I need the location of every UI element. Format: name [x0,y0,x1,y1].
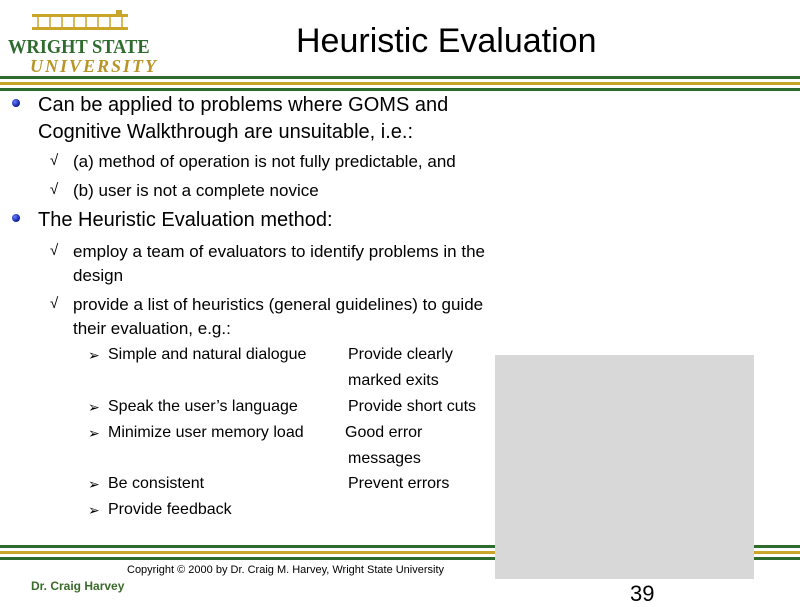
arrow-bullet-icon: ➢ [88,425,100,441]
heuristic-right-1: Provide clearly [348,346,453,363]
arrow-bullet-icon: ➢ [88,347,100,363]
logo-wordmark: WRIGHT STATE [8,36,150,58]
header-rule-green-2 [0,88,800,91]
bullet-1-line-1: Can be applied to problems where GOMS and [38,94,449,116]
check-icon: √ [50,181,59,198]
image-placeholder [495,355,754,579]
slide-title: Heuristic Evaluation [296,22,597,60]
heuristic-right-4: Good error [345,424,423,441]
heuristic-left-4: Be consistent [108,475,205,492]
bullet-2-line-1: The Heuristic Evaluation method: [38,209,333,231]
bullet-icon [12,214,20,222]
wright-state-logo [8,10,159,76]
heuristic-right-5: messages [348,450,421,467]
heuristic-left-5: Provide feedback [108,501,232,518]
check-icon: √ [50,295,59,312]
heuristic-right-3: Provide short cuts [348,398,477,415]
bullet-icon [12,99,20,107]
heuristic-left-2: Speak the user’s language [108,398,298,415]
method-item-2-line-1: provide a list of heuristics (general guidelines) to guide [73,295,484,314]
author-name: Dr. Craig Harvey [31,579,125,593]
copyright-text: Copyright © 2000 by Dr. Craig M. Harvey, Wright State University [127,564,445,576]
arrow-bullet-icon: ➢ [88,476,100,492]
heuristic-left-1: Simple and natural dialogue [108,346,307,363]
method-item-2-line-2: their evaluation, e.g.: [73,319,231,338]
page-number: 39 [630,581,655,606]
bullet-1-line-2: Cognitive Walkthrough are unsuitable, i.e.: [38,121,414,143]
arrow-bullet-icon: ➢ [88,502,100,518]
sub-item-b: (b) user is not a complete novice [73,181,319,200]
logo-university: UNIVERSITY [30,56,159,76]
sub-item-a: (a) method of operation is not fully predictable, and [73,152,456,171]
check-icon: √ [50,242,59,259]
header-rule-gold [0,82,800,85]
method-item-1-line-2: design [73,266,124,285]
heuristic-right-2: marked exits [348,372,439,389]
check-icon: √ [50,152,59,169]
wright-flyer-icon [32,10,128,36]
arrow-bullet-icon: ➢ [88,399,100,415]
heuristic-right-6: Prevent errors [348,475,450,492]
heuristic-left-3: Minimize user memory load [108,424,304,441]
header-rule-green [0,76,800,79]
method-item-1-line-1: employ a team of evaluators to identify problems in the [73,242,485,261]
